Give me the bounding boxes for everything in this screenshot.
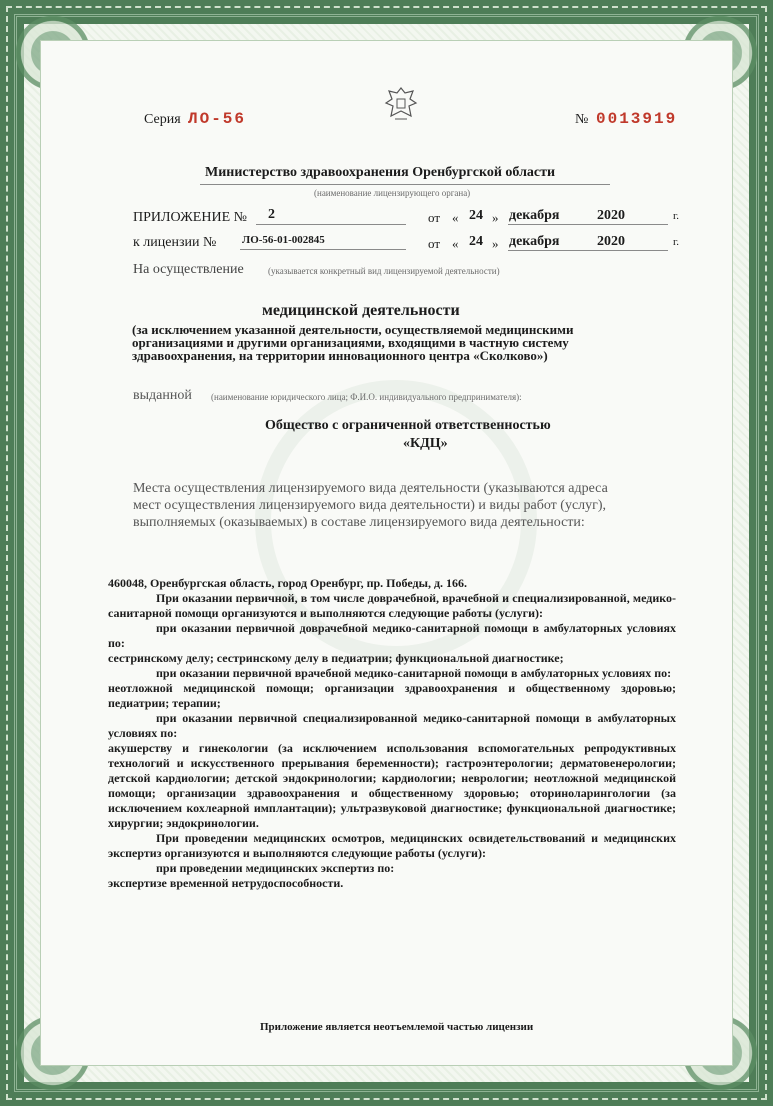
activity-address: 460048, Оренбургская область, город Оренбург, пр. Победы, д. 166. — [108, 576, 468, 590]
activity-label: На осуществление — [133, 262, 244, 277]
appendix-month: декабря — [509, 208, 560, 223]
appendix-year-suffix: г. — [673, 210, 680, 222]
appendix-day: 24 — [469, 208, 483, 223]
series-label: Серия — [144, 112, 181, 127]
issued-label: выданной — [133, 388, 192, 403]
activity-caption: (указывается конкретный вид лицензируемой деятельности) — [268, 266, 500, 276]
appendix-close-quote: » — [492, 210, 499, 225]
number-label: № — [575, 112, 589, 127]
appendix-open-quote: « — [452, 210, 459, 225]
authority-caption: (наименование лицензирующего органа) — [314, 188, 471, 198]
activity-note-line-1: (за исключением указанной деятельности, осуществляемой медицинскими — [132, 322, 574, 337]
number-value: 0013919 — [596, 110, 678, 128]
activity-note-line-2: организациями и другими организациями, входящими в частную систему — [132, 335, 569, 350]
paragraph-specialized-care: при оказании первичной специализированной медико-санитарной помощи в амбулаторных условиях по: — [108, 711, 676, 740]
license-number: ЛО-56-01-002845 — [242, 234, 325, 246]
appendix-from-label: от — [428, 210, 441, 225]
paragraph-prehospital-care: при оказании первичной доврачебной медико-санитарной помощи в амбулаторных условиях по: — [108, 621, 676, 650]
footer-note: Приложение является неотъемлемой частью лицензии — [260, 1021, 534, 1033]
paragraph-specialized-services: акушерству и гинекологии (за исключением использования вспомогательных репродуктивных технологий и искусственного прерывания беременности); гастроэнтерологии; дерматовенерологии; детской кардиологии; детской эндокринологии; кардиологии; неврологии; неотложной медицинской помощи; организации здравоохранения и общественному здоровью; оториноларингологии (за исключением кохлеарной имплантации); ультразвуковой диагностике; функциональной диагностике; хирургии; эндокринологии. — [108, 741, 676, 830]
license-year: 2020 — [597, 234, 625, 249]
license-label: к лицензии № — [133, 235, 217, 250]
appendix-date-underline — [508, 224, 668, 225]
paragraph-expertise: при проведении медицинских экспертиз по: — [156, 861, 395, 875]
appendix-number-underline — [256, 224, 406, 225]
places-intro-line-1: Места осуществления лицензируемого вида деятельности (указываются адреса — [133, 481, 608, 496]
paragraph-primary-care-intro: При оказании первичной, в том числе доврачебной, врачебной и специализированной, медико-санитарной помощи организуются и выполняются следующие работы (услуги): — [108, 591, 676, 620]
license-month: декабря — [509, 234, 560, 249]
coat-of-arms-icon — [383, 84, 419, 124]
paragraph-expertise-services: экспертизе временной нетрудоспособности. — [108, 876, 344, 890]
license-year-suffix: г. — [673, 236, 680, 248]
places-intro-line-2: мест осуществления лицензируемого вида деятельности) и виды работ (услуг), — [133, 498, 607, 513]
license-number-underline — [240, 249, 406, 250]
activity-note-line-3: здравоохранения, на территории инновационного центра «Сколково») — [132, 348, 548, 363]
licensing-authority-name: Министерство здравоохранения Оренбургской области — [205, 165, 556, 180]
license-from-label: от — [428, 236, 441, 251]
series-value: ЛО-56 — [188, 110, 247, 128]
paragraph-prehospital-services: сестринскому делу; сестринскому делу в педиатрии; функциональной диагностике; — [108, 651, 564, 665]
license-date-underline — [508, 250, 668, 251]
paragraph-physician-services: неотложной медицинской помощи; организации здравоохранения и общественному здоровью; педиатрии; терапии; — [108, 681, 676, 710]
authority-underline — [200, 184, 610, 185]
issued-caption: (наименование юридического лица; Ф.И.О. индивидуального предпринимателя): — [211, 392, 522, 402]
appendix-label: ПРИЛОЖЕНИЕ № — [133, 210, 247, 225]
appendix-number: 2 — [268, 207, 275, 222]
places-intro-line-3: выполняемых (оказываемых) в составе лицензируемого вида деятельности: — [133, 515, 585, 530]
paragraph-examinations-intro: При проведении медицинских осмотров, медицинских освидетельствований и медицинских экспертиз организуются и выполняются следующие работы (услуги): — [108, 831, 676, 860]
organization-name-line-2: «КДЦ» — [403, 436, 448, 451]
appendix-year: 2020 — [597, 208, 625, 223]
license-close-quote: » — [492, 236, 499, 251]
license-day: 24 — [469, 234, 483, 249]
services-list — [108, 591, 676, 891]
paragraph-physician-care: при оказании первичной врачебной медико-санитарной помощи в амбулаторных условиях по: — [156, 666, 672, 680]
organization-name-line-1: Общество с ограниченной ответственностью — [265, 418, 551, 433]
activity-title: медицинской деятельности — [262, 302, 460, 319]
license-open-quote: « — [452, 236, 459, 251]
